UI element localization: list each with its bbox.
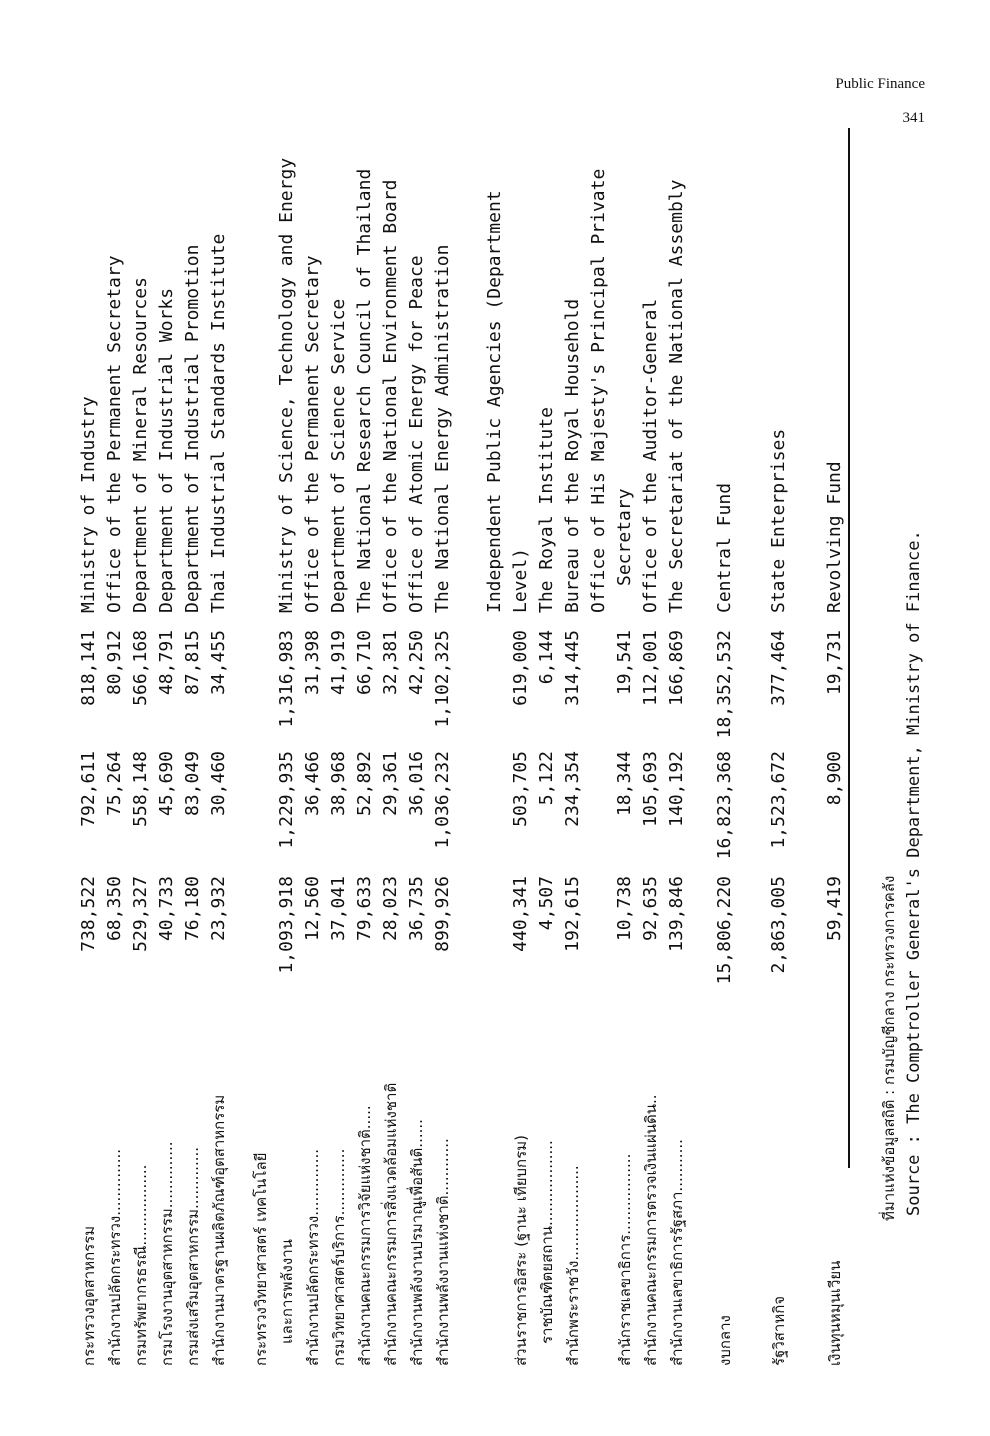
value-col-1: 28,023: [380, 876, 401, 942]
english-label: Office of the National Environment Board: [380, 179, 401, 613]
value-col-2: 45,690: [156, 751, 177, 817]
value-col-3: 112,001: [640, 630, 661, 706]
value-col-3: 48,791: [156, 630, 177, 696]
english-label: Level): [510, 547, 531, 613]
thai-label: กระทรวงอุตสาหกรรม: [80, 1225, 98, 1366]
table-row: [508, 0, 534, 1436]
value-col-3: 818,141: [78, 630, 99, 706]
value-col-2: 1,036,232: [432, 751, 453, 849]
thai-label: งบกลาง: [716, 1315, 734, 1366]
thai-label: กรมวิทยาศาสตร์บริการ..............: [330, 1148, 348, 1366]
value-col-1: 23,932: [208, 876, 229, 942]
table-row: [712, 0, 738, 1436]
table-row: [248, 0, 274, 1436]
value-col-2: 30,460: [208, 751, 229, 817]
value-col-2: 29,361: [380, 751, 401, 817]
value-col-1: 92,635: [640, 876, 661, 942]
value-col-3: 314,445: [562, 630, 583, 706]
value-col-1: 1,093,918: [276, 876, 297, 974]
table-row: [638, 0, 664, 1436]
english-label: State Enterprises: [768, 428, 789, 613]
table-row: [404, 0, 430, 1436]
value-col-1: 37,041: [328, 876, 349, 942]
table-row: [612, 0, 638, 1436]
value-col-3: 19,731: [824, 630, 845, 696]
english-label: Independent Public Agencies (Department: [484, 190, 505, 613]
table-row: [766, 0, 792, 1436]
value-col-3: 18,352,532: [714, 630, 735, 739]
value-col-2: 83,049: [182, 751, 203, 817]
thai-label: กรมโรงงานอุตสาหกรรม..............: [158, 1141, 176, 1366]
value-col-3: 19,541: [614, 630, 635, 696]
value-col-3: 31,398: [302, 630, 323, 696]
table-row: [274, 0, 300, 1436]
thai-label: สำนักพระราชวัง....................: [564, 1165, 582, 1366]
english-label: Secretary: [614, 488, 635, 586]
value-col-3: 619,000: [510, 630, 531, 706]
thai-label: รัฐวิสาหกิจ: [770, 1295, 788, 1366]
value-col-2: 52,892: [354, 751, 375, 817]
thai-label: กรมทรัพยากรธรณี.................: [132, 1164, 150, 1366]
value-col-1: 40,733: [156, 876, 177, 942]
value-col-1: 440,341: [510, 876, 531, 952]
thai-label: สำนักงานพลังงานแห่งชาติ............: [434, 1138, 452, 1366]
value-col-1: 76,180: [182, 876, 203, 942]
thai-label: กระทรวงวิทยาศาสตร์ เทคโนโลยี: [252, 1152, 270, 1366]
thai-label: สำนักงานปลัดกระทรวง..............: [304, 1148, 322, 1366]
value-col-3: 566,168: [130, 630, 151, 706]
table-row: [154, 0, 180, 1436]
value-col-2: 234,354: [562, 751, 583, 827]
value-col-1: 15,806,220: [714, 876, 735, 985]
english-label: Office of the Permanent Secretary: [104, 255, 125, 613]
value-col-1: 12,560: [302, 876, 323, 942]
table-row: [180, 0, 206, 1436]
value-col-1: 68,350: [104, 876, 125, 942]
thai-label: สำนักงานมาตรฐานผลิตภัณฑ์อุตสาหกรรม: [210, 1094, 228, 1366]
value-col-2: 558,148: [130, 751, 151, 827]
english-label: The National Research Council of Thailand: [354, 168, 375, 613]
top-rule: [848, 128, 850, 1168]
table-row: [822, 0, 848, 1436]
table-row: [102, 0, 128, 1436]
page-number: 341: [902, 110, 925, 126]
english-label: Office of the Permanent Secretary: [302, 255, 323, 613]
source-thai-text: ที่มาแห่งข้อมูลสถิติ : กรมบัญชีกลาง กระทรวงการคลัง: [880, 875, 898, 1221]
thai-label: สำนักราชเลขาธิการ.................: [616, 1153, 634, 1366]
value-col-2: 503,705: [510, 751, 531, 827]
value-col-3: 42,250: [406, 630, 427, 696]
value-col-2: 5,122: [536, 751, 557, 806]
thai-label: สำนักงานคณะกรรมการสิ่งแวดล้อมแห่งชาติ: [382, 1082, 400, 1366]
thai-label: เงินทุนหมุนเวียน: [826, 1260, 844, 1366]
thai-label: สำนักงานคณะกรรมการวิจัยแห่งชาติ.....: [356, 1105, 374, 1366]
english-label: Ministry of Industry: [78, 396, 99, 613]
table-row: [378, 0, 404, 1436]
thai-label: สำนักงานปลัดกระทรวง..............: [106, 1148, 124, 1366]
value-col-2: 16,823,368: [714, 751, 735, 860]
thai-label: สำนักงานพลังงานปรมาณูเพื่อสันติ......: [408, 1119, 426, 1366]
value-col-2: 75,264: [104, 751, 125, 817]
value-col-1: 59,419: [824, 876, 845, 942]
value-col-2: 36,466: [302, 751, 323, 817]
table-row: [326, 0, 352, 1436]
value-col-1: 192,615: [562, 876, 583, 952]
value-col-3: 87,815: [182, 630, 203, 696]
english-label: Bureau of the Royal Household: [562, 298, 583, 613]
table-row: [482, 0, 508, 1436]
thai-label: ราชบัณฑิตยสถาน..................: [538, 1140, 556, 1344]
value-col-1: 899,926: [432, 876, 453, 952]
value-col-3: 377,464: [768, 630, 789, 706]
value-col-3: 41,919: [328, 630, 349, 696]
value-col-2: 105,693: [640, 751, 661, 827]
value-col-3: 32,381: [380, 630, 401, 696]
english-label: Revolving Fund: [824, 461, 845, 613]
value-col-1: 4,507: [536, 876, 557, 931]
table-row: [206, 0, 232, 1436]
value-col-3: 1,316,983: [276, 630, 297, 728]
value-col-1: 79,633: [354, 876, 375, 942]
value-col-3: 6,144: [536, 630, 557, 685]
value-col-1: 738,522: [78, 876, 99, 952]
thai-label: กรมส่งเสริมอุตสาหกรรม.............: [184, 1146, 202, 1366]
value-col-2: 1,229,935: [276, 751, 297, 849]
table-row: [300, 0, 326, 1436]
english-label: Office of the Auditor-General: [640, 298, 661, 613]
table-row: [430, 0, 456, 1436]
english-label: The National Energy Administration: [432, 244, 453, 613]
table-row: [128, 0, 154, 1436]
english-label: Office of Atomic Energy for Peace: [406, 255, 427, 613]
value-col-2: 1,523,672: [768, 751, 789, 849]
value-col-2: 38,968: [328, 751, 349, 817]
value-col-2: 792,611: [78, 751, 99, 827]
value-col-2: 8,900: [824, 751, 845, 806]
value-col-3: 80,912: [104, 630, 125, 696]
english-label: Department of Mineral Resources: [130, 277, 151, 613]
english-label: Office of His Majesty's Principal Private: [588, 168, 609, 613]
value-col-1: 36,735: [406, 876, 427, 942]
table-row: [664, 0, 690, 1436]
english-label: The Royal Institute: [536, 407, 557, 613]
running-header: Public Finance: [835, 76, 925, 92]
thai-label: สำนักงานคณะกรรมการตรวจเงินแผ่นดิน..: [642, 1094, 660, 1366]
english-label: Thai Industrial Standards Institute: [208, 233, 229, 613]
value-col-1: 529,327: [130, 876, 151, 952]
table-row: [352, 0, 378, 1436]
thai-label: ส่วนราชการอิสระ (ฐานะ เทียบกรม): [512, 1135, 530, 1366]
thai-label: และการพลังงาน: [278, 1239, 296, 1344]
value-col-1: 10,738: [614, 876, 635, 942]
value-col-3: 1,102,325: [432, 630, 453, 728]
english-label: The Secretariat of the National Assembly: [666, 179, 687, 613]
english-label: Central Fund: [714, 482, 735, 613]
value-col-1: 139,846: [666, 876, 687, 952]
value-col-2: 18,344: [614, 751, 635, 817]
value-col-3: 66,710: [354, 630, 375, 696]
english-label: Department of Science Service: [328, 298, 349, 613]
thai-label: สำนักงานเลขาธิการรัฐสภา...........: [668, 1139, 686, 1366]
value-col-2: 36,016: [406, 751, 427, 817]
table-row: [586, 0, 612, 1436]
table-row: [76, 0, 102, 1436]
source-english-text: Source : The Comptroller General's Department, Ministry of Finance.: [904, 530, 924, 1216]
value-col-3: 34,455: [208, 630, 229, 696]
value-col-1: 2,863,005: [768, 876, 789, 974]
value-col-2: 140,192: [666, 751, 687, 827]
english-label: Department of Industrial Promotion: [182, 244, 203, 613]
table-row: [560, 0, 586, 1436]
value-col-3: 166,869: [666, 630, 687, 706]
table-row: [534, 0, 560, 1436]
english-label: Ministry of Science, Technology and Energy: [276, 157, 297, 613]
english-label: Department of Industrial Works: [156, 287, 177, 613]
